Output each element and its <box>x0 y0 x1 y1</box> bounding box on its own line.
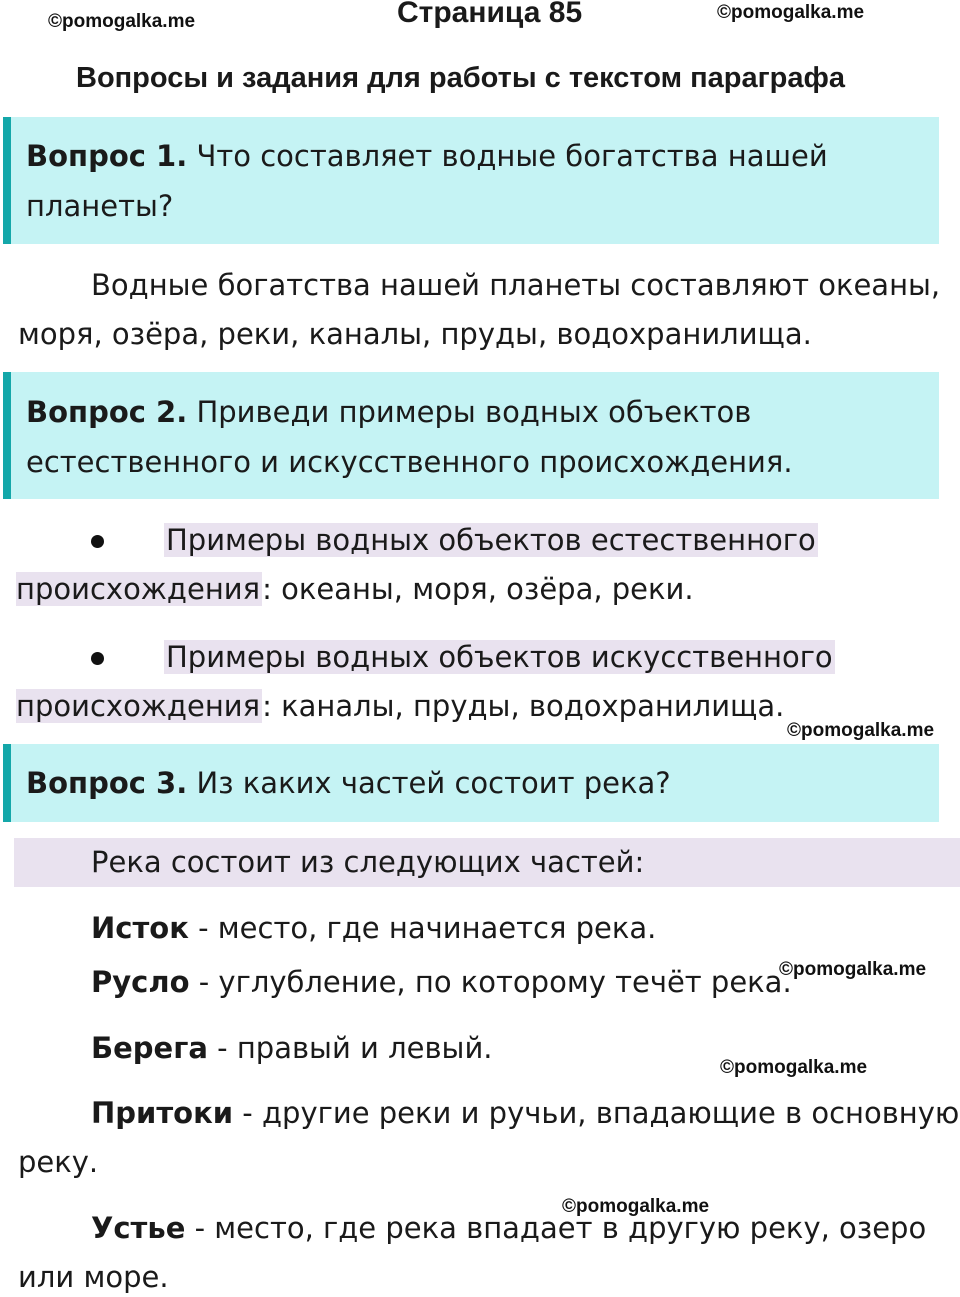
river-part-mouth-cont: или море. <box>18 1260 169 1294</box>
question-1-text: Что составляет водные богатства нашей <box>187 139 828 173</box>
question-2-box <box>3 372 939 499</box>
watermark: ©pomogalka.me <box>717 2 865 23</box>
question-2-line1 <box>26 387 751 437</box>
answer-2-item-2-line2 <box>16 686 784 726</box>
question-1-box <box>3 117 939 244</box>
river-part-channel <box>91 962 792 1002</box>
question-3-line <box>26 758 671 808</box>
definition: - правый и левый. <box>207 1031 493 1065</box>
river-part-tributaries-cont: реку. <box>18 1145 99 1179</box>
answer-2-item-1-line2 <box>16 569 694 609</box>
page-title: Страница 85 <box>397 0 583 29</box>
river-part-banks <box>91 1028 493 1068</box>
question-3-label: Вопрос 3. <box>26 766 188 800</box>
highlight: Примеры водных объектов искусственного <box>166 640 833 674</box>
term: Русло <box>91 965 190 999</box>
question-1-label: Вопрос 1. <box>26 139 188 173</box>
answer-2-item-2-line1 <box>164 637 835 677</box>
question-1-line2: планеты? <box>26 189 174 223</box>
highlight: происхождения <box>16 689 261 723</box>
watermark: ©pomogalka.me <box>779 959 927 980</box>
bullet-icon <box>91 652 104 665</box>
question-3-text: Из каких частей состоит река? <box>187 766 671 800</box>
answer-3-intro: Река состоит из следующих частей: <box>91 845 645 879</box>
watermark: ©pomogalka.me <box>787 720 935 741</box>
section-subtitle: Вопросы и задания для работы с текстом параграфа <box>76 62 846 94</box>
river-part-mouth <box>91 1208 926 1248</box>
question-2-text: Приведи примеры водных объектов <box>187 395 752 429</box>
question-2-line2: естественного и искусственного происхождения. <box>26 445 793 479</box>
answer-2-item-1-line1 <box>164 520 818 560</box>
bullet-icon <box>91 535 104 548</box>
watermark: ©pomogalka.me <box>720 1057 868 1078</box>
river-part-source <box>91 908 656 948</box>
highlight: Примеры водных объектов естественного <box>166 523 816 557</box>
highlight: происхождения <box>16 572 261 606</box>
definition: - место, где река впадает в другую реку, озеро <box>185 1211 927 1245</box>
term: Притоки <box>91 1096 234 1130</box>
term: Берега <box>91 1031 208 1065</box>
answer-2-item-1-rest: : океаны, моря, озёра, реки. <box>262 572 694 606</box>
answer-1-line1: Водные богатства нашей планеты составляют океаны, <box>91 268 941 302</box>
term: Устье <box>91 1211 186 1245</box>
answer-1-line2: моря, озёра, реки, каналы, пруды, водохранилища. <box>18 317 812 351</box>
river-part-tributaries <box>91 1093 959 1133</box>
term: Исток <box>91 911 189 945</box>
question-3-box <box>3 744 939 822</box>
definition: - углубление, по которому течёт река. <box>189 965 792 999</box>
watermark: ©pomogalka.me <box>48 11 196 32</box>
definition: - другие реки и ручьи, впадающие в основную <box>233 1096 960 1130</box>
question-2-label: Вопрос 2. <box>26 395 188 429</box>
definition: - место, где начинается река. <box>188 911 657 945</box>
watermark: ©pomogalka.me <box>562 1196 710 1217</box>
answer-2-item-2-rest: : каналы, пруды, водохранилища. <box>262 689 785 723</box>
question-1-line1 <box>26 131 828 181</box>
